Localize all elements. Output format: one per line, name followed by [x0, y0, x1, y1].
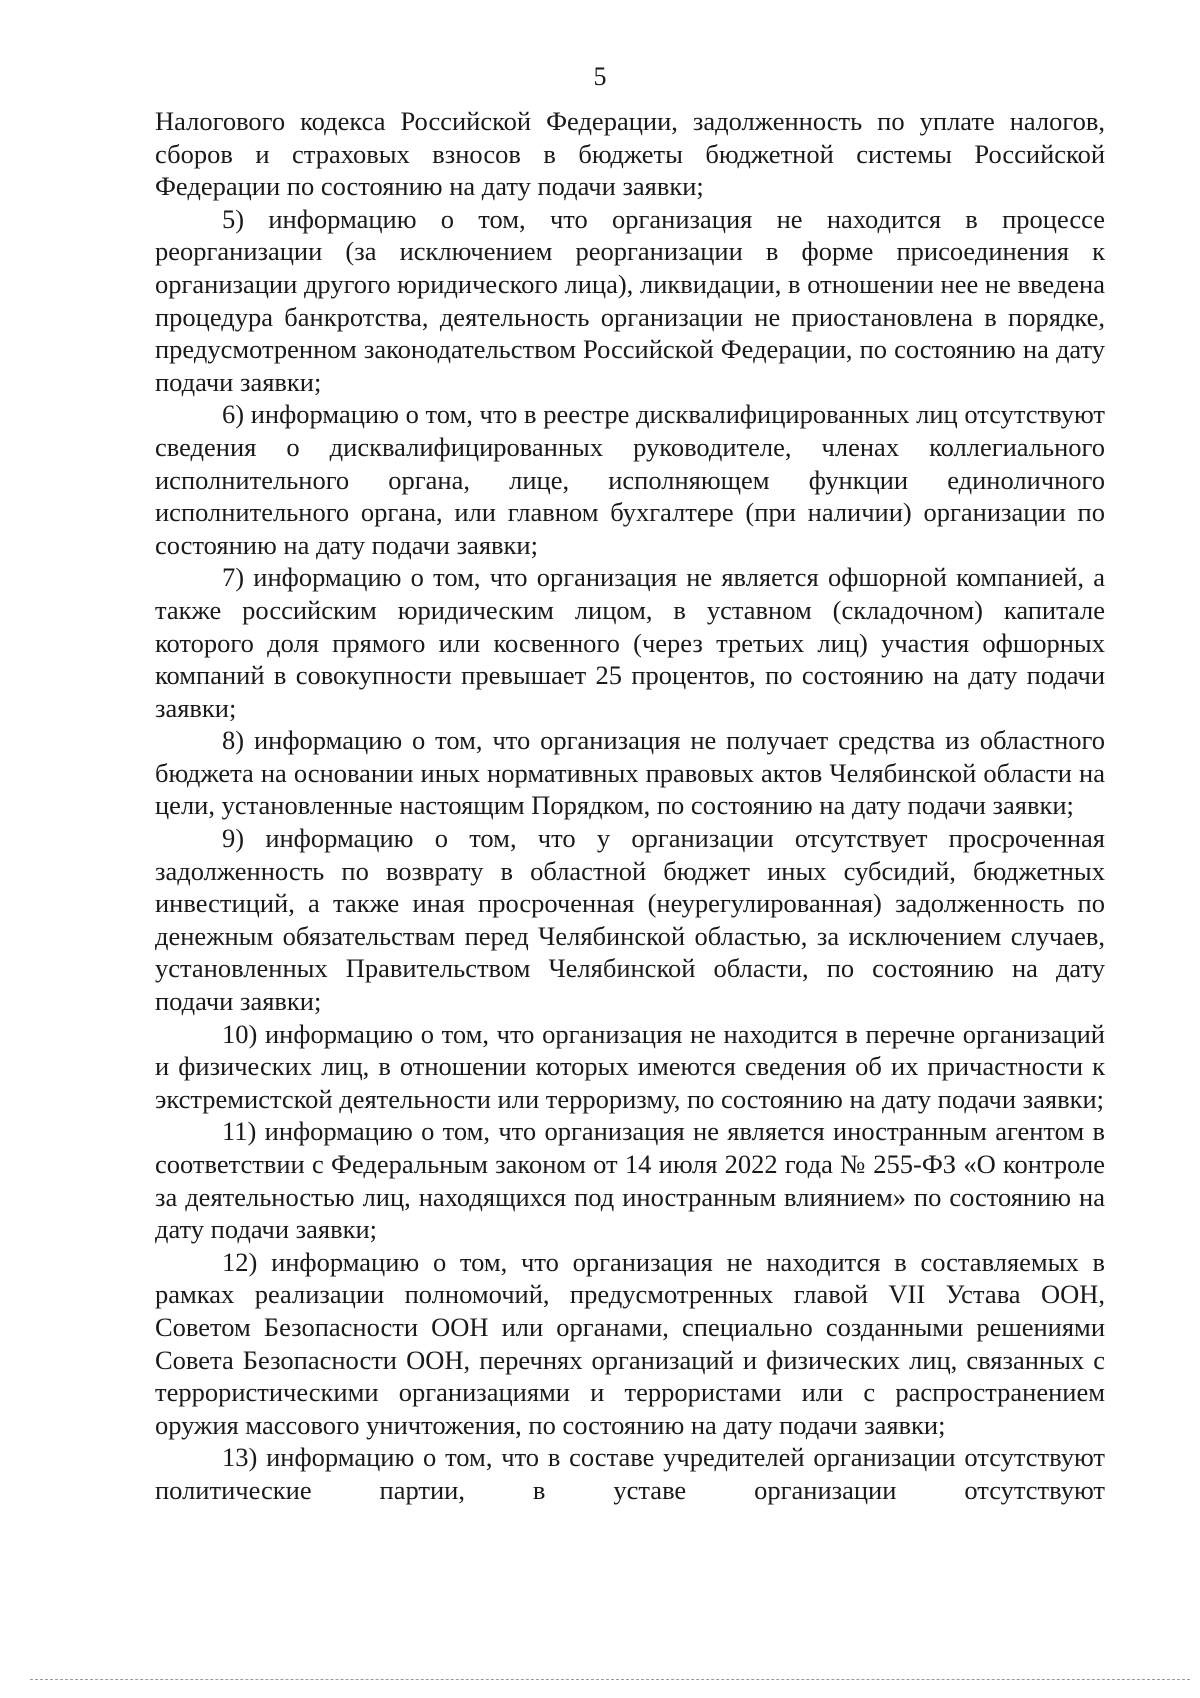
- paragraph-item-8: 8) информацию о том, что организация не получает средства из областного бюджета на основании иных нормативных правовых актов Челябинской области на цели, установленные настоящим Порядком, по состоянию на дату подачи заявки;: [155, 725, 1105, 821]
- paragraph-item-10: 10) информацию о том, что организация не находится в перечне организаций и физических лиц, в отношении которых имеются сведения об их причастности к экстремистской деятельности или терроризму, по состоянию на дату подачи заявки;: [155, 1018, 1105, 1114]
- paragraph-item-13: 13) информацию о том, что в составе учредителей организации отсутствуют политические партии, в уставе организации отсутствуют: [155, 1442, 1105, 1505]
- page-bottom-rule: [30, 1679, 1190, 1680]
- document-body: [155, 105, 1105, 1507]
- paragraph-item-7: 7) информацию о том, что организация не является офшорной компанией, а также российским юридическим лицом, в уставном (складочном) капитале которого доля прямого или косвенного (через третьих лиц) участия офшорных компаний в совокупности превышает 25 процентов, по состоянию на дату подачи заявки;: [155, 562, 1105, 723]
- paragraph-item-12: 12) информацию о том, что организация не находится в составляемых в рамках реализации полномочий, предусмотренных главой VII Устава ООН, Советом Безопасности ООН или органами, специально созданными решениями Совета Безопасности ООН, перечнях организаций и физических лиц, связанных с террористическими организациями и террористами или с распространением оружия массового уничтожения, по состоянию на дату подачи заявки;: [155, 1246, 1105, 1440]
- paragraph-item-6: 6) информацию о том, что в реестре дисквалифицированных лиц отсутствуют сведения о дисквалифицированных руководителе, членах коллегиального исполнительного органа, лице, исполняющем функции единоличного исполнительного органа, или главном бухгалтере (при наличии) организации по состоянию на дату подачи заявки;: [155, 399, 1105, 560]
- paragraph-item-5: 5) информацию о том, что организация не находится в процессе реорганизации (за исключением реорганизации в форме присоединения к организации другого юридического лица), ликвидации, в отношении нее не введена процедура банкротства, деятельность организации не приостановлена в порядке, предусмотренном законодательством Российской Федерации, по состоянию на дату подачи заявки;: [155, 203, 1105, 397]
- paragraph-item-9: 9) информацию о том, что у организации отсутствует просроченная задолженность по возврату в областной бюджет иных субсидий, бюджетных инвестиций, а также иная просроченная (неурегулированная) задолженность по денежным обязательствам перед Челябинской областью, за исключением случаев, установленных Правительством Челябинской области, по состоянию на дату подачи заявки;: [155, 823, 1105, 1017]
- paragraph-continuation: Налогового кодекса Российской Федерации, задолженность по уплате налогов, сборов и страховых взносов в бюджеты бюджетной системы Российской Федерации по состоянию на дату подачи заявки;: [155, 106, 1105, 202]
- page-number: 5: [593, 62, 607, 91]
- paragraph-item-11: 11) информацию о том, что организация не является иностранным агентом в соответствии с Федеральным законом от 14 июля 2022 года № 255-ФЗ «О контроле за деятельностью лиц, находящихся под иностранным влиянием» по состоянию на дату подачи заявки;: [155, 1116, 1105, 1245]
